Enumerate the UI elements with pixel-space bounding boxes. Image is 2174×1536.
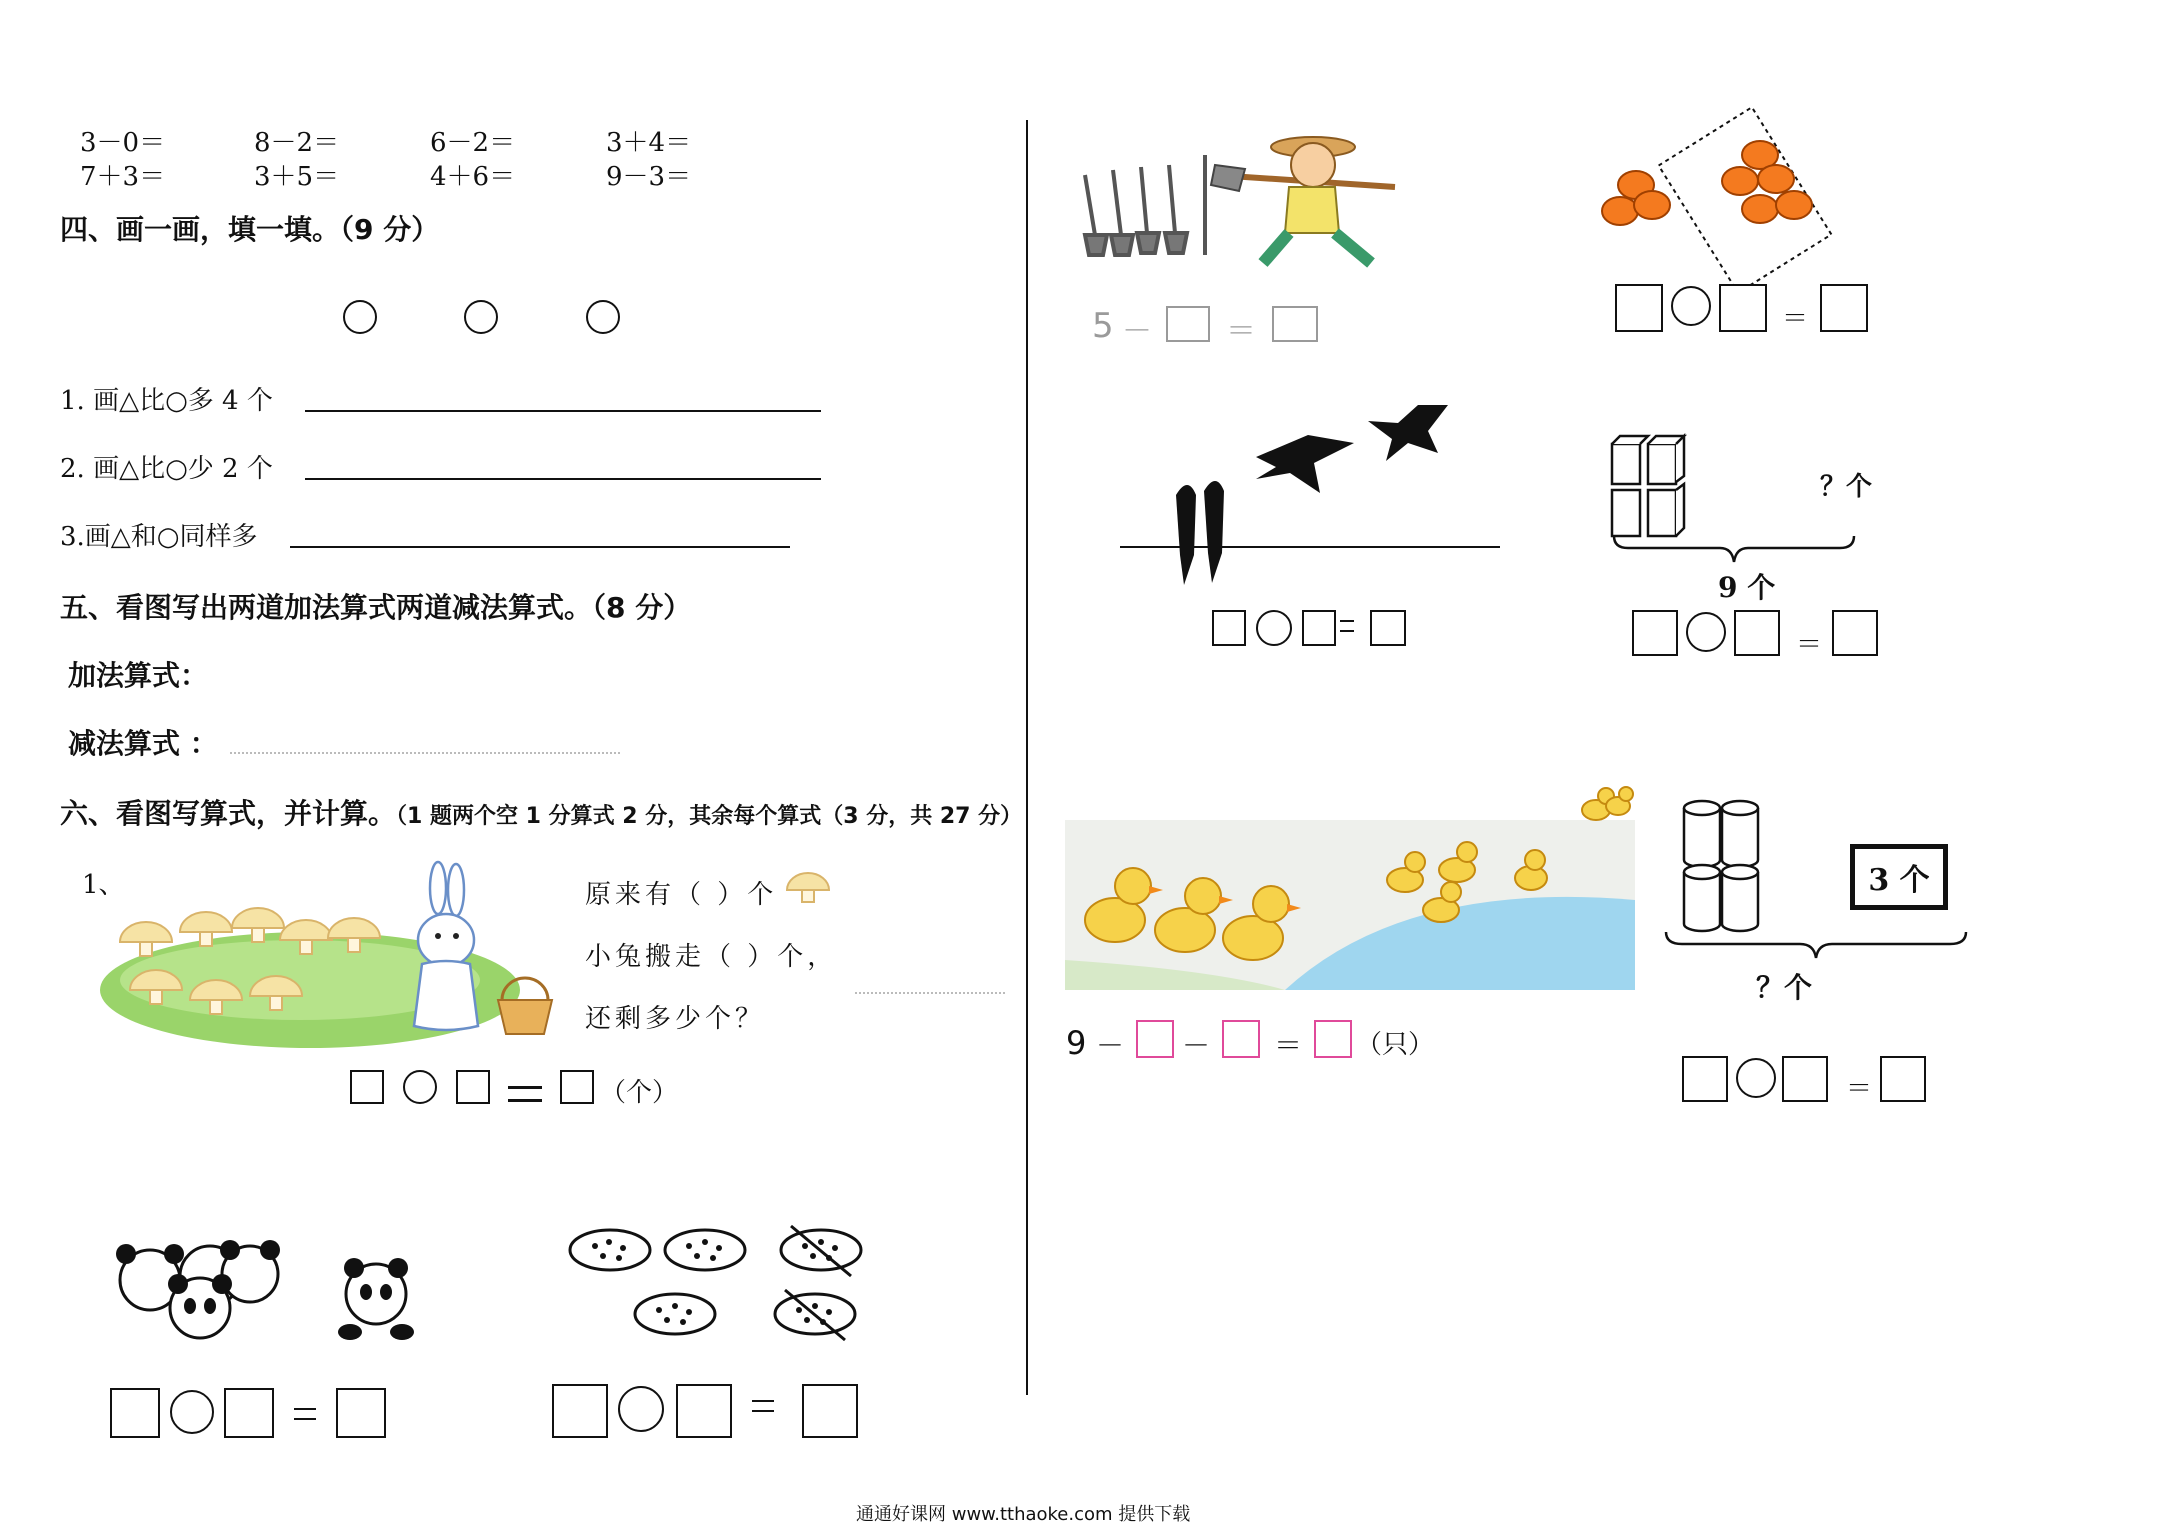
answer-line[interactable] bbox=[305, 478, 821, 480]
footer: 通通好课网 www.tthaoke.com 提供下载 bbox=[856, 1504, 1191, 1525]
arith-8: 9－3＝ bbox=[606, 162, 692, 192]
sub-label: 减法算式 ： bbox=[68, 727, 218, 760]
answer-box[interactable] bbox=[1370, 610, 1406, 646]
brace bbox=[1662, 930, 1972, 960]
circle-shape bbox=[464, 300, 498, 334]
dotted-line bbox=[855, 992, 1005, 994]
answer-box[interactable] bbox=[1880, 1056, 1926, 1102]
duck-equals: ＝ bbox=[1274, 1029, 1303, 1062]
answer-box[interactable] bbox=[1734, 610, 1780, 656]
section6-title: 六、看图写算式，并计算。 bbox=[60, 797, 397, 830]
q1-number: 1、 bbox=[82, 870, 125, 900]
q1-line-3: 还剩多少个？ bbox=[585, 1004, 766, 1034]
arith-3: 6－2＝ bbox=[430, 128, 516, 158]
arith-1: 3－0＝ bbox=[80, 128, 166, 158]
answer-box[interactable] bbox=[1272, 306, 1318, 342]
answer-box[interactable] bbox=[1166, 306, 1210, 342]
duck-minus: － bbox=[1182, 1029, 1211, 1062]
ducks-illustration bbox=[1065, 790, 1635, 990]
answer-box[interactable] bbox=[1222, 1020, 1260, 1058]
equals-sign: ＝ bbox=[1796, 630, 1823, 660]
orange-balls-illustration bbox=[1600, 105, 1850, 275]
duck-minus: － bbox=[1096, 1029, 1125, 1062]
answer-box[interactable] bbox=[1302, 610, 1336, 646]
equals-sign bbox=[752, 1400, 774, 1412]
answer-box[interactable] bbox=[1615, 284, 1663, 332]
shovel-minus: － bbox=[1122, 314, 1152, 349]
operator-circle[interactable] bbox=[1256, 610, 1292, 646]
section6-heading bbox=[60, 792, 1022, 832]
block-question: ？个 bbox=[1820, 472, 1873, 502]
shovels-boy-illustration bbox=[1075, 125, 1395, 275]
answer-box[interactable] bbox=[1832, 610, 1878, 656]
section5-title: 五、看图写出两道加法算式两道减法算式。（8 分） bbox=[60, 591, 692, 624]
answer-box[interactable] bbox=[110, 1388, 160, 1438]
answer-line[interactable] bbox=[305, 410, 821, 412]
equals-sign: ＝ bbox=[1846, 1074, 1873, 1104]
arith-6: 3＋5＝ bbox=[254, 162, 340, 192]
answer-line[interactable] bbox=[290, 546, 790, 548]
q1-unit: （个） bbox=[600, 1078, 679, 1108]
answer-box[interactable] bbox=[802, 1384, 858, 1438]
s4-item-3: 3.画△和○同样多 bbox=[60, 522, 258, 552]
mushroom-rabbit-illustration bbox=[100, 860, 560, 1050]
equals-sign bbox=[1340, 620, 1354, 632]
add-label: 加法算式： bbox=[68, 659, 209, 692]
duck-icon bbox=[1580, 784, 1636, 824]
operator-circle[interactable] bbox=[618, 1386, 664, 1432]
duck-start: 9 bbox=[1066, 1024, 1087, 1062]
equals-sign bbox=[294, 1408, 316, 1420]
answer-box[interactable] bbox=[224, 1388, 274, 1438]
arith-7: 4＋6＝ bbox=[430, 162, 516, 192]
operator-circle[interactable] bbox=[403, 1070, 437, 1104]
answer-box[interactable] bbox=[350, 1070, 384, 1104]
answer-box[interactable] bbox=[1682, 1056, 1728, 1102]
operator-circle[interactable] bbox=[1736, 1058, 1776, 1098]
s4-item-2: 2. 画△比○少 2 个 bbox=[60, 454, 273, 484]
q1-line-1: 原来有（ ）个 bbox=[585, 880, 778, 910]
answer-box[interactable] bbox=[552, 1384, 608, 1438]
answer-box[interactable] bbox=[336, 1388, 386, 1438]
section6-note: （1 题两个空 1 分算式 2 分，其余每个算式（3 分，共 27 分） bbox=[396, 804, 1023, 829]
operator-circle[interactable] bbox=[1671, 286, 1711, 326]
ovals-illustration bbox=[565, 1220, 875, 1350]
dotted-line bbox=[230, 752, 620, 754]
circle-shape bbox=[586, 300, 620, 334]
operator-circle[interactable] bbox=[170, 1390, 214, 1434]
equals-sign: ＝ bbox=[1782, 304, 1809, 334]
cylinder-question: ？个 bbox=[1756, 971, 1813, 1004]
shovel-start: 5 bbox=[1092, 306, 1114, 346]
duck-unit: （只） bbox=[1356, 1030, 1435, 1060]
answer-box[interactable] bbox=[1632, 610, 1678, 656]
arith-5: 7＋3＝ bbox=[80, 162, 166, 192]
answer-box[interactable] bbox=[1782, 1056, 1828, 1102]
pandas-illustration bbox=[100, 1230, 430, 1350]
answer-box[interactable] bbox=[676, 1384, 732, 1438]
answer-box[interactable] bbox=[1719, 284, 1767, 332]
answer-box[interactable] bbox=[1314, 1020, 1352, 1058]
mushroom-icon bbox=[785, 870, 831, 906]
cylinder-box-label: 3 个 bbox=[1850, 844, 1948, 910]
cylinders-illustration bbox=[1680, 796, 1770, 936]
arith-4: 3＋4＝ bbox=[606, 128, 692, 158]
column-divider bbox=[1026, 120, 1028, 1395]
q1-line-2: 小兔搬走（ ）个， bbox=[585, 942, 838, 972]
block-total: 9 个 bbox=[1718, 571, 1776, 604]
s4-item-1: 1. 画△比○多 4 个 bbox=[60, 386, 273, 416]
operator-circle[interactable] bbox=[1686, 612, 1726, 652]
answer-box[interactable] bbox=[1136, 1020, 1174, 1058]
answer-box[interactable] bbox=[1212, 610, 1246, 646]
answer-box[interactable] bbox=[1820, 284, 1868, 332]
arith-2: 8－2＝ bbox=[254, 128, 340, 158]
equals-sign bbox=[508, 1086, 542, 1102]
circle-shape bbox=[343, 300, 377, 334]
answer-box[interactable] bbox=[560, 1070, 594, 1104]
birds-illustration bbox=[1118, 395, 1508, 595]
blocks-illustration bbox=[1610, 432, 1720, 542]
brace bbox=[1610, 534, 1860, 564]
shovel-equals: ＝ bbox=[1226, 314, 1256, 349]
section4-title: 四、画一画，填一填。（9 分） bbox=[60, 213, 440, 246]
answer-box[interactable] bbox=[456, 1070, 490, 1104]
